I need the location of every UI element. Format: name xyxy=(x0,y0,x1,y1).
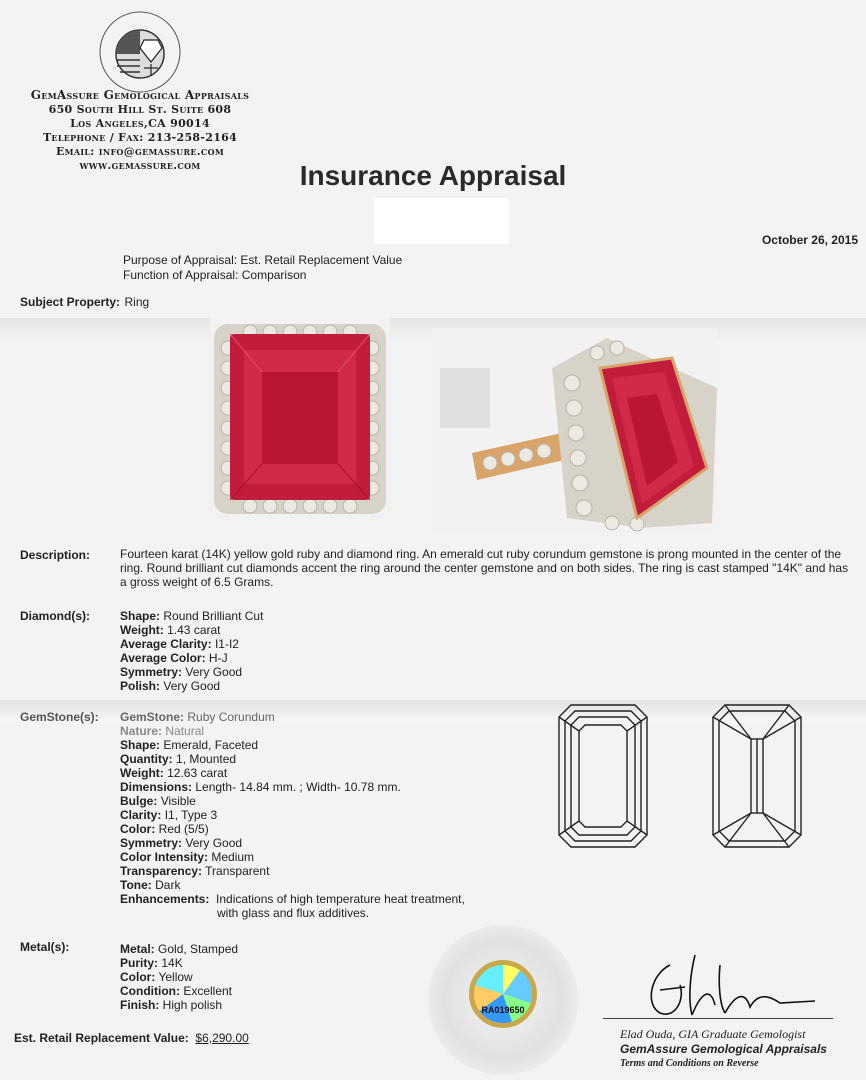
spec-key: Clarity: xyxy=(120,808,162,822)
spec-value: Medium xyxy=(211,850,255,864)
spec-key: Dimensions: xyxy=(120,780,193,794)
hologram-id: RA019650 xyxy=(481,1005,525,1015)
spec-row xyxy=(120,609,263,623)
appraisal-date: October 26, 2015 xyxy=(761,233,858,247)
spec-value: Gold, Stamped xyxy=(158,942,239,956)
spec-row xyxy=(120,998,238,1012)
spec-value: Yellow xyxy=(158,970,193,984)
hologram-sticker xyxy=(469,960,537,1028)
spec-key: Transparency: xyxy=(120,864,203,878)
metal-label: Metal(s): xyxy=(20,940,70,954)
website-line: www.gemassure.com xyxy=(79,159,201,172)
spec-row xyxy=(120,942,238,956)
spec-key: Polish: xyxy=(120,679,161,693)
phone-line: Telephone / Fax: 213-258-2164 xyxy=(42,131,238,144)
spec-value: Red (5/5) xyxy=(158,822,209,836)
spec-key: Color: xyxy=(120,822,156,836)
spec-key: Shape: xyxy=(120,738,161,752)
spec-row xyxy=(120,766,465,780)
emerald-cut-pavilion-diagram xyxy=(711,703,803,849)
spec-value: I1-I2 xyxy=(214,637,239,651)
spec-key: Average Clarity: xyxy=(120,637,212,651)
spec-key: Enhancements: xyxy=(120,892,210,906)
spec-value: Round Brilliant Cut xyxy=(163,609,264,623)
redacted-box xyxy=(374,198,509,244)
spec-value: Very Good xyxy=(185,665,243,679)
description-text: Fourteen karat (14K) yellow gold ruby and diamond ring. An emerald cut ruby corundum gemstone is prong mounted in the center of the ring. Round brilliant cut diamonds accent the ring around the center gemstone and on both sides. The ring is cast stamped "14K" and has a gross weight of 6.5 Grams. xyxy=(120,547,849,589)
terms-note: Terms and Conditions on Reverse xyxy=(620,1058,759,1069)
spec-value: Transparent xyxy=(205,864,270,878)
spec-row xyxy=(120,956,238,970)
spec-row xyxy=(120,864,465,878)
spec-row xyxy=(120,752,465,766)
spec-value: 12.63 carat xyxy=(167,766,228,780)
subject-property xyxy=(20,293,149,311)
ring-photo-front xyxy=(210,318,390,518)
signature-line xyxy=(603,1018,833,1019)
subject-value: Ring xyxy=(124,295,150,309)
subject-label: Subject Property: xyxy=(20,295,121,309)
spec-value: Very Good xyxy=(163,679,221,693)
spec-key: Nature: xyxy=(120,724,163,738)
spec-row xyxy=(120,637,263,651)
address-line-2: Los Angeles,CA 90014 xyxy=(70,117,210,130)
spec-key: Metal: xyxy=(120,942,155,956)
description-label: Description: xyxy=(20,548,91,562)
address-line-1: 650 South Hill St. Suite 608 xyxy=(48,103,232,116)
document-title: Insurance Appraisal xyxy=(299,160,567,191)
handwritten-signature xyxy=(640,945,820,1025)
spec-value: 14K xyxy=(161,956,183,970)
spec-key: Symmetry: xyxy=(120,836,183,850)
spec-key: Weight: xyxy=(120,766,164,780)
spec-key: Tone: xyxy=(120,878,152,892)
signer-name: Elad Ouda, GIA Graduate Gemologist xyxy=(620,1027,806,1041)
spec-row xyxy=(120,878,465,892)
spec-key: Quantity: xyxy=(120,752,173,766)
spec-key: Symmetry: xyxy=(120,665,183,679)
spec-value: Dark xyxy=(155,878,181,892)
spec-key: Finish: xyxy=(120,998,160,1012)
spec-row xyxy=(120,984,238,998)
spec-key: Purity: xyxy=(120,956,159,970)
spec-row xyxy=(120,970,238,984)
spec-row xyxy=(120,780,465,794)
spec-key: Bulge: xyxy=(120,794,158,808)
spec-row xyxy=(120,623,263,637)
spec-row xyxy=(120,738,465,752)
spec-value: Excellent xyxy=(183,984,233,998)
spec-value: Visible xyxy=(160,794,196,808)
spec-key: Condition: xyxy=(120,984,180,998)
spec-key: Color: xyxy=(120,970,156,984)
replacement-value xyxy=(14,1031,249,1045)
spec-value: Indications of high temperature heat treatment, xyxy=(216,892,465,906)
spec-key: Weight: xyxy=(120,623,164,637)
gemstones-label: GemStone(s): xyxy=(20,710,99,724)
function-line: Function of Appraisal: Comparison xyxy=(123,268,307,282)
spec-value: Length- 14.84 mm. ; Width- 10.78 mm. xyxy=(195,780,401,794)
spec-row xyxy=(120,724,465,738)
spec-value: 1, Mounted xyxy=(176,752,237,766)
spec-value: H-J xyxy=(208,651,228,665)
spec-value: Natural xyxy=(165,724,205,738)
spec-row xyxy=(120,794,465,808)
spec-row xyxy=(120,651,263,665)
spec-value: Ruby Corundum xyxy=(187,710,275,724)
metal-spec-list xyxy=(120,942,238,1012)
spec-row xyxy=(120,836,465,850)
spec-row xyxy=(120,808,465,822)
spec-row xyxy=(120,822,465,836)
gemstones-spec-list xyxy=(120,710,465,920)
signer-company: GemAssure Gemological Appraisals xyxy=(620,1042,827,1056)
spec-key: Average Color: xyxy=(120,651,206,665)
value-label: Est. Retail Replacement Value: xyxy=(14,1031,189,1045)
enhancements-continued: with glass and flux additives. xyxy=(217,906,370,920)
spec-key: GemStone: xyxy=(120,710,185,724)
spec-row xyxy=(120,665,263,679)
spec-value: I1, Type 3 xyxy=(164,808,218,822)
ring-photo-side xyxy=(432,328,717,533)
spec-row xyxy=(120,892,465,906)
spec-row xyxy=(120,679,263,693)
spec-key: Color Intensity: xyxy=(120,850,209,864)
diamonds-spec-list xyxy=(120,609,263,693)
emerald-cut-top-diagram xyxy=(557,703,649,849)
gemassure-logo xyxy=(98,10,182,94)
spec-row xyxy=(120,850,465,864)
spec-value: High polish xyxy=(162,998,223,1012)
spec-row xyxy=(120,710,465,724)
spec-key: Shape: xyxy=(120,609,161,623)
value-amount: $6,290.00 xyxy=(195,1031,249,1045)
spec-value: 1.43 carat xyxy=(167,623,221,637)
company-name: GemAssure Gemological Appraisals xyxy=(30,88,250,102)
purpose-line: Purpose of Appraisal: Est. Retail Replacement Value xyxy=(123,253,403,267)
spec-value: Very Good xyxy=(185,836,243,850)
diamonds-label: Diamond(s): xyxy=(20,609,90,623)
spec-value: Emerald, Faceted xyxy=(163,738,259,752)
email-line: Email: info@gemassure.com xyxy=(55,145,225,158)
